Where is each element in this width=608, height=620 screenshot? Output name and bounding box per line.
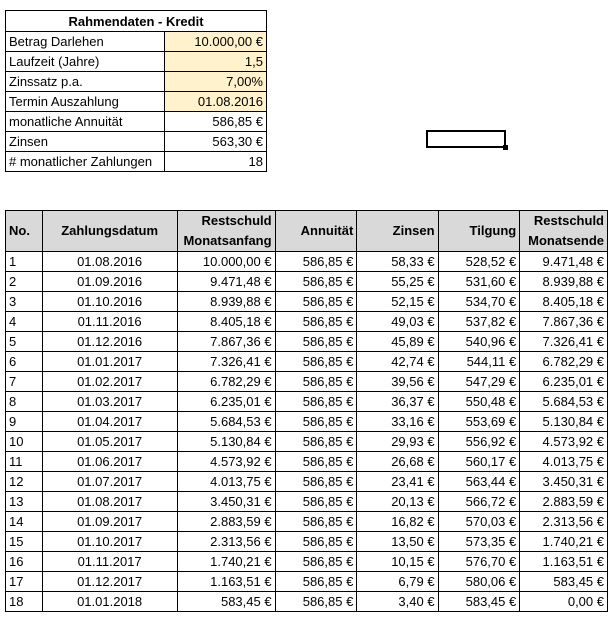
cell-balance-start[interactable]: 1.163,51 € — [177, 572, 275, 592]
cell-annuity[interactable]: 586,85 € — [275, 472, 357, 492]
cell-principal[interactable]: 550,48 € — [438, 392, 520, 412]
cell-payment-date[interactable]: 01.12.2016 — [42, 332, 177, 352]
header-balance-end[interactable] — [520, 211, 608, 252]
cell-no[interactable]: 9 — [6, 412, 43, 432]
cell-annuity[interactable]: 586,85 € — [275, 372, 357, 392]
header-balance-end-line2: Monatsende — [528, 233, 604, 248]
cell-balance-end[interactable]: 3.450,31 € — [520, 472, 608, 492]
param-label-interest-total[interactable]: Zinsen — [6, 132, 165, 152]
cell-annuity[interactable]: 586,85 € — [275, 532, 357, 552]
cell-payment-date[interactable]: 01.07.2017 — [42, 472, 177, 492]
table-row — [6, 292, 608, 312]
cell-principal[interactable]: 576,70 € — [438, 552, 520, 572]
cell-no[interactable]: 10 — [6, 432, 43, 452]
cell-principal[interactable]: 537,82 € — [438, 312, 520, 332]
table-row — [6, 512, 608, 532]
table-row — [6, 272, 608, 292]
param-label-interest-rate[interactable]: Zinssatz p.a. — [6, 72, 165, 92]
header-principal[interactable]: Tilgung — [438, 211, 520, 252]
cell-interest[interactable]: 42,74 € — [357, 352, 438, 372]
cell-interest[interactable]: 13,50 € — [357, 532, 438, 552]
header-no[interactable]: No. — [6, 211, 43, 252]
cell-balance-end[interactable]: 7.326,41 € — [520, 332, 608, 352]
param-value-monthly-annuity[interactable]: 586,85 € — [165, 112, 267, 132]
cell-payment-date[interactable]: 01.09.2017 — [42, 512, 177, 532]
cell-no[interactable]: 16 — [6, 552, 43, 572]
cell-no[interactable]: 8 — [6, 392, 43, 412]
cell-balance-start[interactable]: 1.740,21 € — [177, 552, 275, 572]
cell-payment-date[interactable]: 01.03.2017 — [42, 392, 177, 412]
table-row — [6, 312, 608, 332]
cell-balance-end[interactable]: 1.163,51 € — [520, 552, 608, 572]
table-row — [6, 492, 608, 512]
cell-balance-end[interactable]: 2.313,56 € — [520, 512, 608, 532]
cell-balance-end[interactable]: 8.939,88 € — [520, 272, 608, 292]
table-row — [6, 372, 608, 392]
cell-no[interactable]: 1 — [6, 252, 43, 272]
cell-no[interactable]: 3 — [6, 292, 43, 312]
cell-balance-start[interactable]: 4.013,75 € — [177, 472, 275, 492]
cell-no[interactable]: 13 — [6, 492, 43, 512]
cell-principal[interactable]: 553,69 € — [438, 412, 520, 432]
cell-no[interactable]: 12 — [6, 472, 43, 492]
table-row — [6, 252, 608, 272]
cell-principal[interactable]: 570,03 € — [438, 512, 520, 532]
parameters-title[interactable]: Rahmendaten - Kredit — [6, 11, 267, 32]
cell-balance-start[interactable]: 2.883,59 € — [177, 512, 275, 532]
param-label-payment-count[interactable]: # monatlicher Zahlungen — [6, 152, 165, 172]
cell-no[interactable]: 17 — [6, 572, 43, 592]
cell-principal[interactable]: 566,72 € — [438, 492, 520, 512]
cell-payment-date[interactable]: 01.12.2017 — [42, 572, 177, 592]
cell-no[interactable]: 15 — [6, 532, 43, 552]
cell-interest[interactable]: 49,03 € — [357, 312, 438, 332]
cell-annuity[interactable]: 586,85 € — [275, 492, 357, 512]
cell-interest[interactable]: 45,89 € — [357, 332, 438, 352]
cell-principal[interactable]: 531,60 € — [438, 272, 520, 292]
cell-payment-date[interactable]: 01.01.2017 — [42, 352, 177, 372]
cell-annuity[interactable]: 586,85 € — [275, 272, 357, 292]
param-value-payout-date[interactable]: 01.08.2016 — [165, 92, 267, 112]
cell-payment-date[interactable]: 01.11.2016 — [42, 312, 177, 332]
table-row — [6, 432, 608, 452]
cell-balance-end[interactable]: 4.573,92 € — [520, 432, 608, 452]
cell-annuity[interactable]: 586,85 € — [275, 512, 357, 532]
cell-balance-start[interactable]: 10.000,00 € — [177, 252, 275, 272]
cell-interest[interactable]: 23,41 € — [357, 472, 438, 492]
cell-payment-date[interactable]: 01.02.2017 — [42, 372, 177, 392]
cell-annuity[interactable]: 586,85 € — [275, 252, 357, 272]
cell-annuity[interactable]: 586,85 € — [275, 312, 357, 332]
table-row — [6, 472, 608, 492]
cell-principal[interactable]: 556,92 € — [438, 432, 520, 452]
cell-balance-end[interactable]: 6.782,29 € — [520, 352, 608, 372]
cell-no[interactable]: 5 — [6, 332, 43, 352]
cell-balance-end[interactable]: 0,00 € — [520, 592, 608, 612]
header-interest[interactable]: Zinsen — [357, 211, 438, 252]
cell-balance-start[interactable]: 2.313,56 € — [177, 532, 275, 552]
repayment-schedule-table — [5, 210, 608, 612]
param-value-interest-total[interactable]: 563,30 € — [165, 132, 267, 152]
cell-no[interactable]: 18 — [6, 592, 43, 612]
cell-balance-start[interactable]: 5.684,53 € — [177, 412, 275, 432]
cell-annuity[interactable]: 586,85 € — [275, 292, 357, 312]
cell-balance-start[interactable]: 6.782,29 € — [177, 372, 275, 392]
loan-parameters-table — [5, 10, 267, 172]
cell-annuity[interactable]: 586,85 € — [275, 552, 357, 572]
cell-interest[interactable]: 10,15 € — [357, 552, 438, 572]
cell-interest[interactable]: 58,33 € — [357, 252, 438, 272]
cell-interest[interactable]: 36,37 € — [357, 392, 438, 412]
cell-no[interactable]: 14 — [6, 512, 43, 532]
cell-annuity[interactable]: 586,85 € — [275, 452, 357, 472]
cell-balance-start[interactable]: 8.405,18 € — [177, 312, 275, 332]
param-label-loan-amount[interactable]: Betrag Darlehen — [6, 32, 165, 52]
cell-payment-date[interactable]: 01.08.2017 — [42, 492, 177, 512]
table-row — [6, 532, 608, 552]
header-payment-date[interactable]: Zahlungsdatum — [42, 211, 177, 252]
cell-interest[interactable]: 6,79 € — [357, 572, 438, 592]
param-label-monthly-annuity[interactable]: monatliche Annuität — [6, 112, 165, 132]
cell-no[interactable]: 2 — [6, 272, 43, 292]
param-label-term[interactable]: Laufzeit (Jahre) — [6, 52, 165, 72]
cell-interest[interactable]: 26,68 € — [357, 452, 438, 472]
cell-payment-date[interactable]: 01.04.2017 — [42, 412, 177, 432]
cell-annuity[interactable]: 586,85 € — [275, 332, 357, 352]
cell-principal[interactable]: 540,96 € — [438, 332, 520, 352]
cell-payment-date[interactable]: 01.06.2017 — [42, 452, 177, 472]
cell-principal[interactable]: 580,06 € — [438, 572, 520, 592]
cell-interest[interactable]: 16,82 € — [357, 512, 438, 532]
cell-interest[interactable]: 55,25 € — [357, 272, 438, 292]
cell-balance-start[interactable]: 583,45 € — [177, 592, 275, 612]
table-row — [6, 352, 608, 372]
param-label-payout-date[interactable]: Termin Auszahlung — [6, 92, 165, 112]
cell-principal[interactable]: 534,70 € — [438, 292, 520, 312]
cell-interest[interactable]: 3,40 € — [357, 592, 438, 612]
cell-annuity[interactable]: 586,85 € — [275, 432, 357, 452]
schedule-header-row — [6, 211, 608, 252]
param-value-loan-amount[interactable]: 10.000,00 € — [165, 32, 267, 52]
header-balance-start-line1: Restschuld — [201, 213, 272, 228]
cell-balance-end[interactable]: 4.013,75 € — [520, 452, 608, 472]
param-value-payment-count[interactable]: 18 — [165, 152, 267, 172]
cell-principal[interactable]: 560,17 € — [438, 452, 520, 472]
header-balance-end-line1: Restschuld — [533, 213, 604, 228]
cell-annuity[interactable]: 586,85 € — [275, 412, 357, 432]
cell-no[interactable]: 7 — [6, 372, 43, 392]
cell-principal[interactable]: 563,44 € — [438, 472, 520, 492]
cell-principal[interactable]: 547,29 € — [438, 372, 520, 392]
header-balance-start-line2: Monatsanfang — [183, 233, 272, 248]
cell-balance-end[interactable]: 6.235,01 € — [520, 372, 608, 392]
cell-balance-start[interactable]: 5.130,84 € — [177, 432, 275, 452]
cell-interest[interactable]: 39,56 € — [357, 372, 438, 392]
table-row — [6, 412, 608, 432]
cell-no[interactable]: 11 — [6, 452, 43, 472]
cell-interest[interactable]: 33,16 € — [357, 412, 438, 432]
cell-balance-end[interactable]: 5.130,84 € — [520, 412, 608, 432]
table-row — [6, 572, 608, 592]
cell-balance-end[interactable]: 7.867,36 € — [520, 312, 608, 332]
cell-payment-date[interactable]: 01.09.2016 — [42, 272, 177, 292]
cell-no[interactable]: 6 — [6, 352, 43, 372]
table-row — [6, 392, 608, 412]
table-row — [6, 592, 608, 612]
cell-interest[interactable]: 20,13 € — [357, 492, 438, 512]
cell-principal[interactable]: 544,11 € — [438, 352, 520, 372]
cell-balance-end[interactable]: 1.740,21 € — [520, 532, 608, 552]
selected-cell[interactable] — [426, 130, 506, 148]
cell-balance-end[interactable]: 8.405,18 € — [520, 292, 608, 312]
cell-payment-date[interactable]: 01.10.2016 — [42, 292, 177, 312]
cell-balance-end[interactable]: 2.883,59 € — [520, 492, 608, 512]
cell-principal[interactable]: 573,35 € — [438, 532, 520, 552]
cell-balance-start[interactable]: 3.450,31 € — [177, 492, 275, 512]
cell-interest[interactable]: 52,15 € — [357, 292, 438, 312]
cell-balance-end[interactable]: 5.684,53 € — [520, 392, 608, 412]
cell-balance-end[interactable]: 583,45 € — [520, 572, 608, 592]
cell-balance-start[interactable]: 7.867,36 € — [177, 332, 275, 352]
cell-payment-date[interactable]: 01.08.2016 — [42, 252, 177, 272]
table-row — [6, 552, 608, 572]
cell-annuity[interactable]: 586,85 € — [275, 392, 357, 412]
cell-balance-start[interactable]: 7.326,41 € — [177, 352, 275, 372]
cell-no[interactable]: 4 — [6, 312, 43, 332]
cell-principal[interactable]: 583,45 € — [438, 592, 520, 612]
cell-annuity[interactable]: 586,85 € — [275, 592, 357, 612]
cell-principal[interactable]: 528,52 € — [438, 252, 520, 272]
cell-interest[interactable]: 29,93 € — [357, 432, 438, 452]
param-value-interest-rate[interactable]: 7,00% — [165, 72, 267, 92]
cell-balance-end[interactable]: 9.471,48 € — [520, 252, 608, 272]
param-value-term[interactable]: 1,5 — [165, 52, 267, 72]
cell-annuity[interactable]: 586,85 € — [275, 352, 357, 372]
header-annuity[interactable]: Annuität — [275, 211, 357, 252]
cell-payment-date[interactable]: 01.10.2017 — [42, 532, 177, 552]
cell-annuity[interactable]: 586,85 € — [275, 572, 357, 592]
table-row — [6, 452, 608, 472]
cell-balance-start[interactable]: 6.235,01 € — [177, 392, 275, 412]
cell-balance-start[interactable]: 4.573,92 € — [177, 452, 275, 472]
cell-payment-date[interactable]: 01.01.2018 — [42, 592, 177, 612]
cell-balance-start[interactable]: 9.471,48 € — [177, 272, 275, 292]
cell-payment-date[interactable]: 01.05.2017 — [42, 432, 177, 452]
header-balance-start[interactable] — [177, 211, 275, 252]
cell-payment-date[interactable]: 01.11.2017 — [42, 552, 177, 572]
cell-balance-start[interactable]: 8.939,88 € — [177, 292, 275, 312]
table-row — [6, 332, 608, 352]
